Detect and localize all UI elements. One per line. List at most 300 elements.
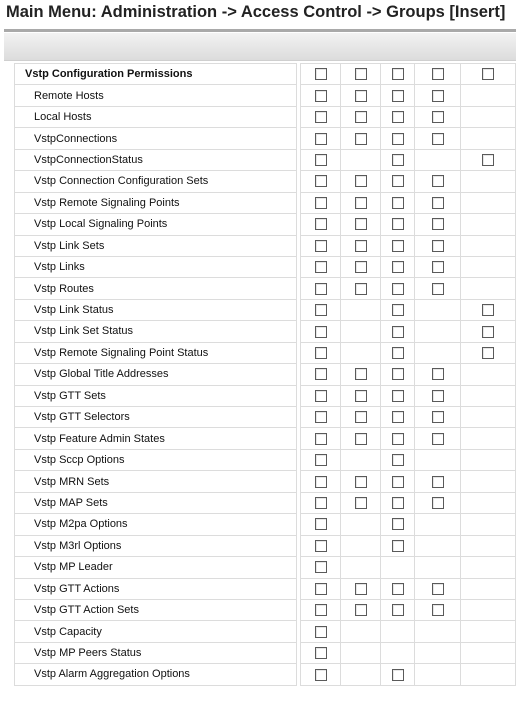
permission-checkbox[interactable] bbox=[392, 518, 404, 530]
permission-cell bbox=[415, 278, 461, 299]
permission-cell bbox=[301, 235, 341, 256]
permission-checkbox[interactable] bbox=[432, 411, 444, 423]
permission-cell bbox=[415, 599, 461, 620]
permission-checkbox[interactable] bbox=[315, 518, 327, 530]
permission-label: Vstp MP Peers Status bbox=[15, 642, 297, 663]
permission-cell bbox=[301, 214, 341, 235]
permission-label: Vstp GTT Action Sets bbox=[15, 599, 297, 620]
permission-label: Remote Hosts bbox=[15, 85, 297, 106]
permission-cell bbox=[461, 407, 516, 428]
permission-cell bbox=[341, 192, 381, 213]
permission-cell bbox=[461, 235, 516, 256]
permission-checkbox[interactable] bbox=[392, 111, 404, 123]
permission-cell bbox=[341, 235, 381, 256]
permission-cell bbox=[301, 299, 341, 320]
permission-checkbox[interactable] bbox=[315, 326, 327, 338]
permission-checkbox[interactable] bbox=[432, 433, 444, 445]
permission-checkbox[interactable] bbox=[315, 283, 327, 295]
permission-checkbox[interactable] bbox=[432, 283, 444, 295]
permission-cell bbox=[381, 428, 415, 449]
permission-cell bbox=[461, 256, 516, 277]
permission-label: Vstp Link Status bbox=[15, 299, 297, 320]
permission-checkbox[interactable] bbox=[315, 497, 327, 509]
permission-cell bbox=[415, 449, 461, 470]
permission-cell bbox=[341, 64, 381, 85]
permission-checkbox[interactable] bbox=[392, 133, 404, 145]
permission-cell bbox=[301, 106, 341, 127]
permission-cell bbox=[381, 385, 415, 406]
permission-cell bbox=[415, 342, 461, 363]
permission-cell bbox=[415, 385, 461, 406]
permission-cell bbox=[415, 364, 461, 385]
permission-cell bbox=[341, 128, 381, 149]
permission-cell bbox=[381, 106, 415, 127]
table-row bbox=[15, 492, 516, 513]
permission-checkbox[interactable] bbox=[392, 283, 404, 295]
permission-cell bbox=[461, 149, 516, 170]
permission-checkbox[interactable] bbox=[432, 604, 444, 616]
permission-cell bbox=[381, 278, 415, 299]
permission-checkbox[interactable] bbox=[432, 583, 444, 595]
permission-checkbox[interactable] bbox=[432, 90, 444, 102]
permission-cell bbox=[461, 492, 516, 513]
permission-checkbox[interactable] bbox=[392, 583, 404, 595]
permission-checkbox[interactable] bbox=[315, 240, 327, 252]
permission-checkbox[interactable] bbox=[482, 154, 494, 166]
permission-cell bbox=[341, 85, 381, 106]
permission-checkbox[interactable] bbox=[355, 240, 367, 252]
permission-cell bbox=[415, 299, 461, 320]
permission-cell bbox=[415, 557, 461, 578]
table-row bbox=[15, 321, 516, 342]
permission-cell bbox=[341, 342, 381, 363]
permission-checkbox[interactable] bbox=[392, 304, 404, 316]
permission-label: Vstp Global Title Addresses bbox=[15, 364, 297, 385]
permission-cell bbox=[461, 299, 516, 320]
table-row bbox=[15, 256, 516, 277]
permission-checkbox[interactable] bbox=[432, 68, 444, 80]
table-row bbox=[15, 599, 516, 620]
permission-checkbox[interactable] bbox=[392, 604, 404, 616]
permission-cell bbox=[381, 514, 415, 535]
permission-checkbox[interactable] bbox=[432, 261, 444, 273]
permission-checkbox[interactable] bbox=[392, 154, 404, 166]
permission-cell bbox=[341, 321, 381, 342]
permission-checkbox[interactable] bbox=[355, 197, 367, 209]
table-row bbox=[15, 278, 516, 299]
permission-cell bbox=[341, 599, 381, 620]
permission-checkbox[interactable] bbox=[315, 90, 327, 102]
table-row bbox=[15, 342, 516, 363]
permission-cell bbox=[461, 449, 516, 470]
table-row bbox=[15, 299, 516, 320]
permission-checkbox[interactable] bbox=[392, 175, 404, 187]
permission-cell bbox=[301, 471, 341, 492]
permission-checkbox[interactable] bbox=[315, 476, 327, 488]
permission-checkbox[interactable] bbox=[315, 604, 327, 616]
table-row bbox=[15, 514, 516, 535]
permission-cell bbox=[461, 192, 516, 213]
permission-checkbox[interactable] bbox=[392, 669, 404, 681]
permission-checkbox[interactable] bbox=[315, 583, 327, 595]
table-row bbox=[15, 214, 516, 235]
permission-cell bbox=[415, 407, 461, 428]
permission-checkbox[interactable] bbox=[392, 433, 404, 445]
permission-cell bbox=[301, 64, 341, 85]
permission-cell bbox=[341, 256, 381, 277]
permission-checkbox[interactable] bbox=[355, 133, 367, 145]
permission-checkbox[interactable] bbox=[355, 604, 367, 616]
permission-checkbox[interactable] bbox=[392, 197, 404, 209]
permission-cell bbox=[461, 364, 516, 385]
permission-cell bbox=[461, 64, 516, 85]
table-row bbox=[15, 664, 516, 685]
permission-checkbox[interactable] bbox=[355, 261, 367, 273]
permission-cell bbox=[461, 471, 516, 492]
permission-cell bbox=[301, 664, 341, 685]
permission-checkbox[interactable] bbox=[315, 175, 327, 187]
permission-checkbox[interactable] bbox=[432, 197, 444, 209]
permission-checkbox[interactable] bbox=[315, 68, 327, 80]
permission-checkbox[interactable] bbox=[315, 411, 327, 423]
permission-label: Vstp Local Signaling Points bbox=[15, 214, 297, 235]
permission-cell bbox=[415, 256, 461, 277]
permission-checkbox[interactable] bbox=[432, 497, 444, 509]
permission-cell bbox=[415, 214, 461, 235]
permission-cell bbox=[461, 106, 516, 127]
permission-cell bbox=[381, 492, 415, 513]
permission-cell bbox=[415, 192, 461, 213]
permission-cell bbox=[341, 171, 381, 192]
permission-cell bbox=[415, 85, 461, 106]
permission-cell bbox=[381, 471, 415, 492]
permission-checkbox[interactable] bbox=[432, 175, 444, 187]
permission-checkbox[interactable] bbox=[392, 476, 404, 488]
permission-cell bbox=[415, 106, 461, 127]
permission-cell bbox=[461, 599, 516, 620]
table-row bbox=[15, 128, 516, 149]
permission-label: Vstp GTT Actions bbox=[15, 578, 297, 599]
permission-cell bbox=[461, 535, 516, 556]
permission-cell bbox=[341, 471, 381, 492]
permission-checkbox[interactable] bbox=[355, 175, 367, 187]
permission-cell bbox=[341, 428, 381, 449]
permission-checkbox[interactable] bbox=[315, 669, 327, 681]
permission-cell bbox=[381, 128, 415, 149]
permission-checkbox[interactable] bbox=[355, 411, 367, 423]
permission-checkbox[interactable] bbox=[355, 433, 367, 445]
permission-checkbox[interactable] bbox=[392, 411, 404, 423]
permission-cell bbox=[415, 492, 461, 513]
permission-cell bbox=[461, 385, 516, 406]
permission-cell bbox=[415, 64, 461, 85]
permission-checkbox[interactable] bbox=[315, 304, 327, 316]
permission-cell bbox=[341, 514, 381, 535]
permission-checkbox[interactable] bbox=[482, 347, 494, 359]
permission-checkbox[interactable] bbox=[392, 368, 404, 380]
permission-cell bbox=[415, 428, 461, 449]
permission-label: Vstp MAP Sets bbox=[15, 492, 297, 513]
permission-label: Local Hosts bbox=[15, 106, 297, 127]
table-row bbox=[15, 149, 516, 170]
permission-label: Vstp Sccp Options bbox=[15, 449, 297, 470]
permission-cell bbox=[461, 342, 516, 363]
permission-checkbox[interactable] bbox=[432, 368, 444, 380]
permission-cell bbox=[301, 428, 341, 449]
permission-checkbox[interactable] bbox=[315, 454, 327, 466]
permission-checkbox[interactable] bbox=[482, 304, 494, 316]
permission-checkbox[interactable] bbox=[392, 218, 404, 230]
permission-checkbox[interactable] bbox=[355, 390, 367, 402]
permission-cell bbox=[415, 664, 461, 685]
permission-cell bbox=[341, 557, 381, 578]
permission-cell bbox=[461, 428, 516, 449]
permission-checkbox[interactable] bbox=[355, 68, 367, 80]
permission-cell bbox=[341, 407, 381, 428]
permission-cell bbox=[301, 278, 341, 299]
permission-cell bbox=[461, 171, 516, 192]
permission-checkbox[interactable] bbox=[432, 240, 444, 252]
permission-checkbox[interactable] bbox=[392, 347, 404, 359]
table-row bbox=[15, 235, 516, 256]
permission-label: Vstp M3rl Options bbox=[15, 535, 297, 556]
permission-label: Vstp MP Leader bbox=[15, 557, 297, 578]
permission-cell bbox=[415, 471, 461, 492]
permission-checkbox[interactable] bbox=[432, 390, 444, 402]
permission-cell bbox=[341, 535, 381, 556]
table-row bbox=[15, 578, 516, 599]
permission-cell bbox=[381, 171, 415, 192]
permission-label: Vstp Remote Signaling Point Status bbox=[15, 342, 297, 363]
permission-checkbox[interactable] bbox=[392, 454, 404, 466]
permission-checkbox[interactable] bbox=[315, 390, 327, 402]
permission-cell bbox=[301, 557, 341, 578]
permission-cell bbox=[381, 407, 415, 428]
permission-checkbox[interactable] bbox=[355, 368, 367, 380]
permission-cell bbox=[341, 278, 381, 299]
permission-cell bbox=[461, 664, 516, 685]
title-divider bbox=[4, 29, 516, 32]
permission-cell bbox=[415, 578, 461, 599]
permission-checkbox[interactable] bbox=[315, 540, 327, 552]
permission-checkbox[interactable] bbox=[315, 218, 327, 230]
permission-cell bbox=[461, 321, 516, 342]
permission-checkbox[interactable] bbox=[315, 626, 327, 638]
permission-cell bbox=[301, 385, 341, 406]
permission-cell bbox=[461, 514, 516, 535]
table-row bbox=[15, 407, 516, 428]
permission-cell bbox=[381, 192, 415, 213]
permission-checkbox[interactable] bbox=[355, 111, 367, 123]
permission-cell bbox=[381, 449, 415, 470]
permission-checkbox[interactable] bbox=[432, 111, 444, 123]
permission-cell bbox=[415, 642, 461, 663]
permission-checkbox[interactable] bbox=[355, 497, 367, 509]
permission-checkbox[interactable] bbox=[392, 497, 404, 509]
permission-cell bbox=[381, 642, 415, 663]
permission-cell bbox=[341, 106, 381, 127]
table-row bbox=[15, 557, 516, 578]
permission-checkbox[interactable] bbox=[482, 326, 494, 338]
table-row bbox=[15, 385, 516, 406]
permission-checkbox[interactable] bbox=[355, 218, 367, 230]
permission-label: Vstp Links bbox=[15, 256, 297, 277]
permission-cell bbox=[341, 664, 381, 685]
permission-checkbox[interactable] bbox=[482, 68, 494, 80]
permission-cell bbox=[301, 342, 341, 363]
permission-cell bbox=[301, 535, 341, 556]
permission-checkbox[interactable] bbox=[315, 133, 327, 145]
permission-cell bbox=[301, 407, 341, 428]
permissions-table bbox=[14, 63, 516, 686]
table-row bbox=[15, 449, 516, 470]
permission-label: Vstp Routes bbox=[15, 278, 297, 299]
permission-cell bbox=[341, 299, 381, 320]
permission-cell bbox=[381, 299, 415, 320]
permission-checkbox[interactable] bbox=[315, 111, 327, 123]
permission-cell bbox=[301, 149, 341, 170]
table-row bbox=[15, 428, 516, 449]
permission-cell bbox=[381, 342, 415, 363]
permission-label: VstpConnectionStatus bbox=[15, 149, 297, 170]
permission-cell bbox=[461, 85, 516, 106]
table-row bbox=[15, 471, 516, 492]
permission-cell bbox=[341, 492, 381, 513]
permission-label: Vstp Connection Configuration Sets bbox=[15, 171, 297, 192]
permission-cell bbox=[381, 214, 415, 235]
table-row bbox=[15, 192, 516, 213]
permission-label: Vstp Capacity bbox=[15, 621, 297, 642]
permission-checkbox[interactable] bbox=[315, 368, 327, 380]
permission-cell bbox=[381, 235, 415, 256]
permission-label: Vstp Feature Admin States bbox=[15, 428, 297, 449]
permission-cell bbox=[301, 492, 341, 513]
permission-checkbox[interactable] bbox=[315, 154, 327, 166]
permission-cell bbox=[381, 85, 415, 106]
permission-cell bbox=[381, 149, 415, 170]
permission-label: VstpConnections bbox=[15, 128, 297, 149]
permission-cell bbox=[381, 557, 415, 578]
permission-checkbox[interactable] bbox=[315, 197, 327, 209]
permission-label: Vstp Link Set Status bbox=[15, 321, 297, 342]
page-title: Main Menu: Administration -> Access Control -> Groups [Insert] bbox=[6, 3, 506, 21]
permission-checkbox[interactable] bbox=[392, 390, 404, 402]
permission-label: Vstp Link Sets bbox=[15, 235, 297, 256]
permission-checkbox[interactable] bbox=[392, 326, 404, 338]
permission-cell bbox=[301, 514, 341, 535]
permission-cell bbox=[381, 578, 415, 599]
permission-checkbox[interactable] bbox=[392, 261, 404, 273]
permission-cell bbox=[301, 621, 341, 642]
permission-checkbox[interactable] bbox=[355, 583, 367, 595]
permission-cell bbox=[381, 664, 415, 685]
permission-cell bbox=[415, 235, 461, 256]
table-row bbox=[15, 621, 516, 642]
permission-cell bbox=[301, 364, 341, 385]
permission-cell bbox=[301, 578, 341, 599]
permission-label: Vstp GTT Selectors bbox=[15, 407, 297, 428]
permission-cell bbox=[341, 642, 381, 663]
permission-cell bbox=[301, 85, 341, 106]
permission-cell bbox=[381, 256, 415, 277]
permission-cell bbox=[461, 642, 516, 663]
permission-cell bbox=[301, 599, 341, 620]
permission-cell bbox=[461, 578, 516, 599]
table-row bbox=[15, 85, 516, 106]
table-row bbox=[15, 106, 516, 127]
permission-checkbox[interactable] bbox=[315, 433, 327, 445]
permission-cell bbox=[381, 621, 415, 642]
permission-cell bbox=[381, 599, 415, 620]
table-row bbox=[15, 171, 516, 192]
permission-cell bbox=[415, 621, 461, 642]
permission-checkbox[interactable] bbox=[392, 90, 404, 102]
permission-cell bbox=[415, 514, 461, 535]
permission-checkbox[interactable] bbox=[315, 647, 327, 659]
permission-cell bbox=[301, 128, 341, 149]
permission-label: Vstp MRN Sets bbox=[15, 471, 297, 492]
permission-checkbox[interactable] bbox=[315, 261, 327, 273]
permission-cell bbox=[301, 256, 341, 277]
permission-cell bbox=[341, 621, 381, 642]
permission-checkbox[interactable] bbox=[432, 133, 444, 145]
permission-label: Vstp Remote Signaling Points bbox=[15, 192, 297, 213]
permissions-table-body bbox=[15, 64, 516, 686]
permission-cell bbox=[301, 642, 341, 663]
permission-checkbox[interactable] bbox=[315, 347, 327, 359]
permission-label: Vstp GTT Sets bbox=[15, 385, 297, 406]
permission-cell bbox=[301, 192, 341, 213]
table-row bbox=[15, 535, 516, 556]
toolbar-band bbox=[4, 33, 516, 61]
permission-checkbox[interactable] bbox=[392, 68, 404, 80]
permission-cell bbox=[461, 214, 516, 235]
permission-checkbox[interactable] bbox=[432, 476, 444, 488]
permission-checkbox[interactable] bbox=[315, 561, 327, 573]
permission-checkbox[interactable] bbox=[355, 476, 367, 488]
permission-cell bbox=[381, 321, 415, 342]
permission-label: Vstp Configuration Permissions bbox=[15, 64, 297, 85]
permission-checkbox[interactable] bbox=[355, 90, 367, 102]
permission-cell bbox=[415, 321, 461, 342]
permission-cell bbox=[381, 535, 415, 556]
permission-cell bbox=[461, 621, 516, 642]
permission-cell bbox=[341, 578, 381, 599]
table-row bbox=[15, 364, 516, 385]
permission-cell bbox=[301, 449, 341, 470]
permission-cell bbox=[341, 364, 381, 385]
permission-label: Vstp Alarm Aggregation Options bbox=[15, 664, 297, 685]
permission-cell bbox=[415, 535, 461, 556]
permission-cell bbox=[301, 321, 341, 342]
permission-cell bbox=[341, 149, 381, 170]
permission-checkbox[interactable] bbox=[392, 540, 404, 552]
permission-cell bbox=[341, 385, 381, 406]
permission-checkbox[interactable] bbox=[432, 218, 444, 230]
permission-cell bbox=[341, 449, 381, 470]
permission-cell bbox=[461, 278, 516, 299]
permission-cell bbox=[341, 214, 381, 235]
permission-cell bbox=[381, 364, 415, 385]
permission-cell bbox=[415, 128, 461, 149]
permission-label: Vstp M2pa Options bbox=[15, 514, 297, 535]
permission-cell bbox=[301, 171, 341, 192]
permission-checkbox[interactable] bbox=[355, 283, 367, 295]
permission-cell bbox=[461, 128, 516, 149]
permission-checkbox[interactable] bbox=[392, 240, 404, 252]
permission-cell bbox=[415, 171, 461, 192]
section-row bbox=[15, 64, 516, 85]
